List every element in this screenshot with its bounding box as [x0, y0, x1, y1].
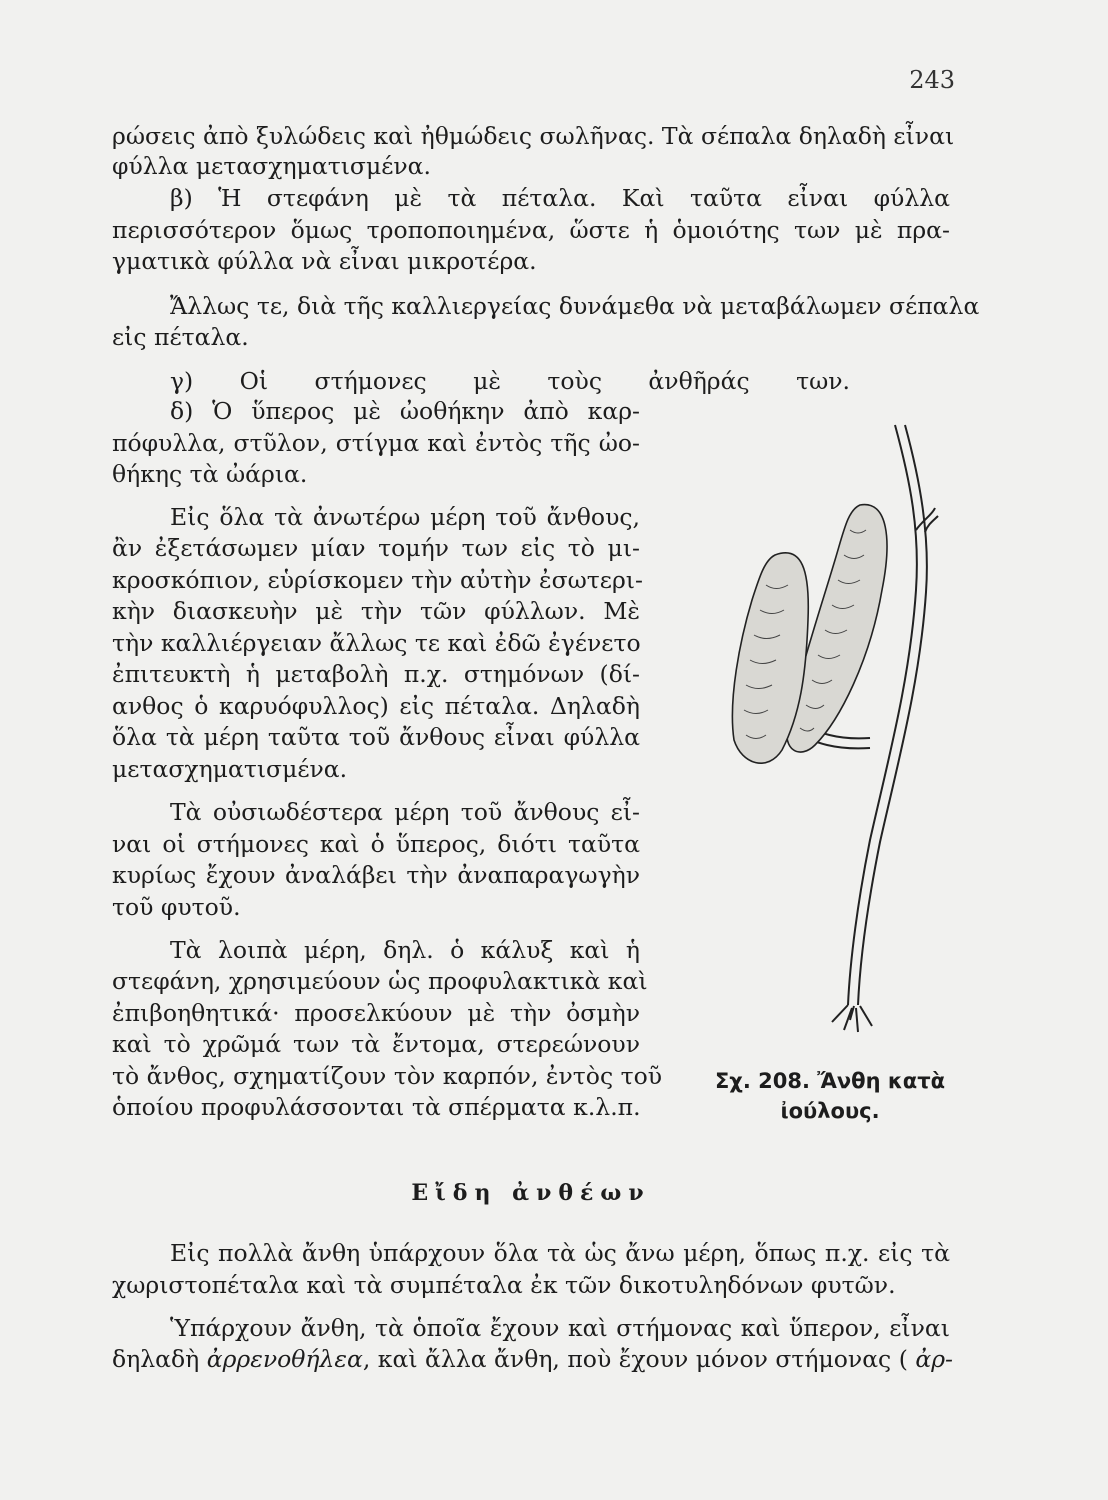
text-line: ναι οἱ στήμονες καὶ ὁ ὕπερος, διότι ταῦτα	[112, 830, 640, 858]
text-line: ὅλα τὰ μέρη ταῦτα τοῦ ἄνθους εἶναι φύλλα	[112, 723, 640, 751]
text-line: Εἰς πολλὰ ἄνθη ὑπάρχουν ὅλα τὰ ὡς ἄνω μέρη, ὅπως π.χ. εἰς τὰ	[170, 1239, 950, 1267]
text-fragment: , καὶ ἄλλα ἄνθη, ποὺ ἔχουν μόνον στήμονας (	[362, 1345, 916, 1373]
text-line: καὶ τὸ χρῶμά των τὰ ἔντομα, στερεώνουν	[112, 1030, 640, 1058]
italic-term: ἀρρενοθήλεα	[206, 1345, 363, 1373]
text-line: κὴν διασκευὴν μὲ τὴν τῶν φύλλων. Μὲ	[112, 597, 640, 625]
text-line: περισσότερον ὅμως τροποποιημένα, ὥστε ἡ ὁμοιότης των μὲ πρα-	[112, 216, 950, 244]
page-number: 243	[909, 66, 955, 94]
text-line-last	[112, 1344, 953, 1374]
caption-line: Σχ. 208. Ἄνθη κατὰ	[714, 1069, 946, 1093]
text-line: ἂν ἐξετάσωμεν μίαν τομήν των εἰς τὸ μι-	[112, 534, 640, 562]
text-line: β) Ἡ στεφάνη μὲ τὰ πέταλα. Καὶ ταῦτα εἶναι φύλλα	[170, 184, 950, 212]
italic-term: ἀρ-	[915, 1345, 953, 1373]
text-line: Τὰ λοιπὰ μέρη, δηλ. ὁ κάλυξ καὶ ἡ	[170, 936, 640, 964]
text-line: Ὑπάρχουν ἄνθη, τὰ ὁποῖα ἔχουν καὶ στήμονας καὶ ὕπερον, εἶναι	[170, 1314, 950, 1342]
figure-caption	[700, 1066, 960, 1126]
text-line: ανθος ὁ καρυόφυλλος) εἰς πέταλα. Δηλαδὴ	[112, 692, 640, 720]
text-line: γματικὰ φύλλα νὰ εἶναι μικροτέρα.	[112, 247, 537, 275]
text-line: τὴν καλλιέργειαν ἄλλως τε καὶ ἐδῶ ἐγένετο	[112, 629, 641, 657]
text-line: στεφάνη, χρησιμεύουν ὡς προφυλακτικὰ καὶ	[112, 967, 648, 995]
text-line: φύλλα μετασχηματισμένα.	[112, 152, 432, 180]
text-line: εἰς πέταλα.	[112, 323, 249, 351]
text-line: κροσκόπιον, εὑρίσκομεν τὴν αὐτὴν ἐσωτερι-	[112, 566, 643, 594]
text-line: Εἰς ὅλα τὰ ἀνωτέρω μέρη τοῦ ἄνθους,	[170, 503, 640, 531]
text-line: θήκης τὰ ὠάρια.	[112, 460, 308, 488]
text-line: γ) Οἱ στήμονες μὲ τοὺς ἀνθῆράς των.	[170, 367, 850, 395]
text-line: τοῦ φυτοῦ.	[112, 893, 241, 921]
text-line: κυρίως ἔχουν ἀναλάβει τὴν ἀναπαραγωγὴν	[112, 861, 640, 889]
text-line: ρώσεις ἀπὸ ξυλώδεις καὶ ἠθμώδεις σωλῆνας. Τὰ σέπαλα δηλαδὴ εἶναι	[112, 122, 955, 150]
text-line: μετασχηματισμένα.	[112, 755, 348, 783]
text-fragment: δηλαδὴ	[112, 1345, 207, 1373]
text-line: Τὰ οὐσιωδέστερα μέρη τοῦ ἄνθους εἶ-	[170, 798, 640, 826]
text-line: ἐπιβοηθητικά· προσελκύουν μὲ τὴν ὀσμὴν	[112, 999, 640, 1027]
text-line: ἐπιτευκτὴ ἡ μεταβολὴ π.χ. στημόνων (δί-	[112, 660, 640, 688]
section-heading: Εἴδη ἀνθέων	[411, 1180, 651, 1206]
text-line: τὸ ἄνθος, σχηματίζουν τὸν καρπόν, ἐντὸς τοῦ	[112, 1062, 663, 1090]
caption-line: ἰούλους.	[780, 1099, 880, 1123]
text-line: πόφυλλα, στῦλον, στίγμα καὶ ἐντὸς τῆς ὠο-	[112, 429, 640, 457]
catkin-illustration	[720, 420, 940, 1040]
text-line: Ἄλλως τε, διὰ τῆς καλλιεργείας δυνάμεθα νὰ μεταβάλωμεν σέπαλα	[170, 292, 980, 320]
text-line: ὁποίου προφυλάσσονται τὰ σπέρματα κ.λ.π.	[112, 1093, 641, 1121]
text-line: χωριστοπέταλα καὶ τὰ συμπέταλα ἐκ τῶν δικοτυληδόνων φυτῶν.	[112, 1271, 896, 1299]
text-line: δ) Ὁ ὕπερος μὲ ὠοθήκην ἀπὸ καρ-	[170, 397, 640, 425]
